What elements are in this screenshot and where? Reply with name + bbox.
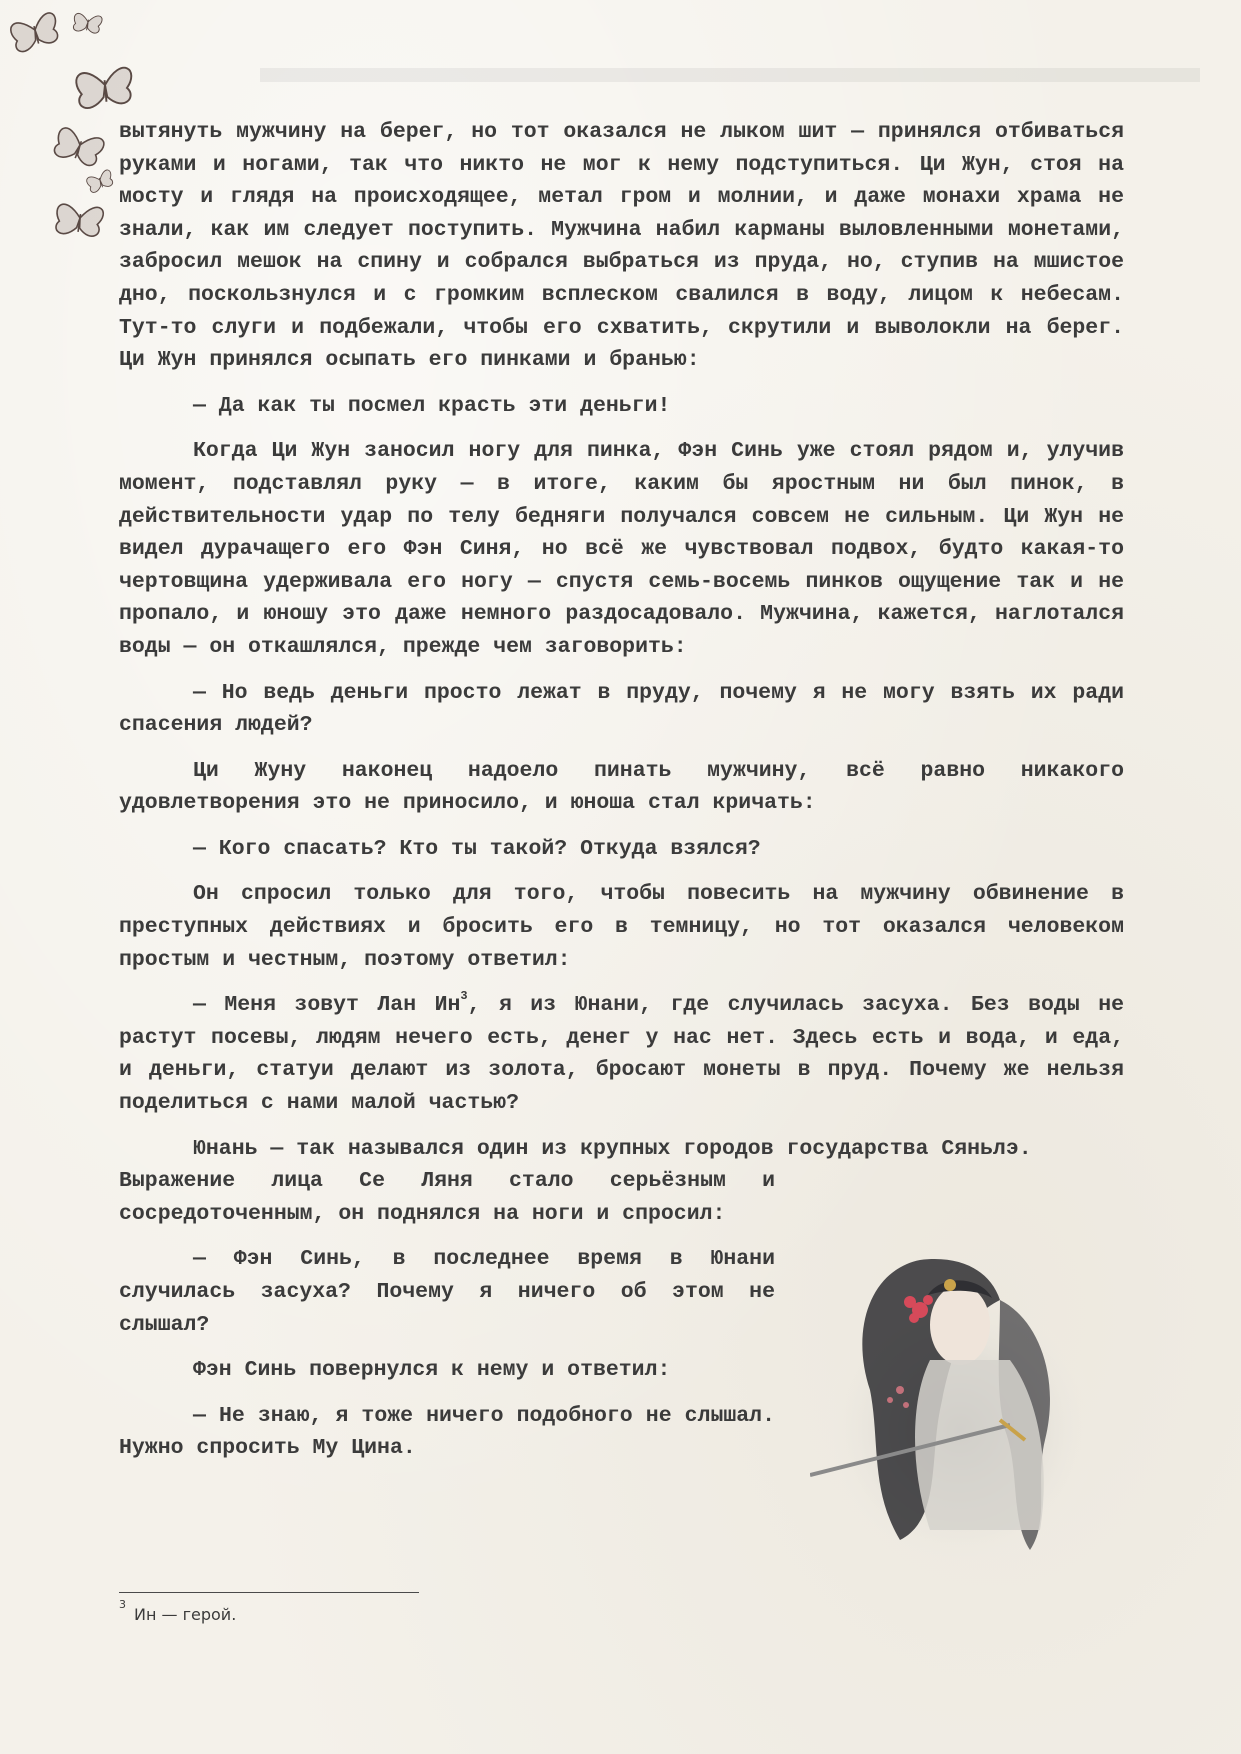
paragraph: Когда Ци Жун заносил ногу для пинка, Фэн Синь уже стоял рядом и, улучив момент, подставлял руку — в итоге, каким бы яростным ни был пинок, в действительности удар по телу бедняги получался совсем не сильным. Ци Жун не видел дурачащего его Фэн Синя, но всё же чувствовал подвох, будто какая-то чертовщина удерживала его ногу — спустя семь-восемь пинков ощущение так и не пропало, и юношу это даже немного раздосадовало. Мужчина, кажется, наглотался воды — он откашлялся, прежде чем заговорить:: [119, 439, 1124, 659]
paragraph: [119, 989, 1124, 1119]
footnote-marker: 3: [119, 1597, 126, 1611]
paragraph: — Фэн Синь, в последнее время в Юнани случилась засуха? Почему я ничего об этом не слышал?: [119, 1247, 775, 1337]
footnote-divider: [119, 1592, 419, 1593]
paragraph: Он спросил только для того, чтобы повесить на мужчину обвинение в преступных действиях и бросить его в темницу, но тот оказался человеком простым и честным, поэтому ответил:: [119, 882, 1124, 972]
paragraph: [119, 1133, 1124, 1166]
paragraph: Фэн Синь повернулся к нему и ответил:: [193, 1358, 671, 1383]
footnote-text: Ин — герой.: [134, 1605, 237, 1624]
paragraph: Выражение лица Се Ляня стало серьёзным и сосредоточенным, он поднялся на ноги и спросил:: [119, 1169, 775, 1226]
paragraph: — Кого спасать? Кто ты такой? Откуда взялся?: [193, 836, 761, 861]
paragraph-text: Юнань — так назывался один из крупных городов государства Сяньлэ.: [193, 1136, 1032, 1161]
butterfly-icon: [52, 125, 106, 170]
butterfly-icon: [85, 169, 115, 194]
butterfly-icon: [54, 202, 104, 239]
butterfly-icon: [72, 12, 102, 35]
background-texture: [260, 58, 1200, 98]
butterfly-icon: [75, 67, 133, 109]
paragraph-text: — Меня зовут Лан Ин: [193, 993, 461, 1018]
paragraph: вытянуть мужчину на берег, но тот оказался не лыком шит — принялся отбиваться руками и ногами, так что никто не мог к нему подступиться. Ци Жун, стоя на мосту и глядя на происходящее, метал гром и молнии, и даже монахи храма не знали, как им следует поступить. Мужчина набил карманы выловленными монетами, забросил мешок на спину и собрался выбраться из пруда, но, ступив на мшистое дно, поскользнулся и с громким всплеском свалился в воду, лицом к небесам. Тут-то слуги и подбежали, чтобы его схватить, скрутили и выволокли на берег. Ци Жун принялся осыпать его пинками и бранью:: [119, 120, 1124, 373]
paragraph: — Да как ты посмел красть эти деньги!: [193, 393, 671, 418]
butterfly-icon: [9, 12, 62, 54]
paragraph: — Не знаю, я тоже ничего подобного не слышал. Нужно спросить Му Цина.: [119, 1403, 775, 1461]
footnote: [119, 1597, 237, 1624]
paragraph: Ци Жуну наконец надоело пинать мужчину, всё равно никакого удовлетворения это не приносило, и юноша стал кричать:: [119, 758, 1124, 816]
illustration-image: [810, 1240, 1090, 1570]
paragraph-text: , я из Юнани, где случилась засуха. Без воды не растут посевы, людям нечего есть, денег у нас нет. Здесь есть и вода, и еда, и деньги, статуи делают из золота, бросают монеты в пруд. Почему же нельзя поделиться с нами малой частью?: [119, 993, 1124, 1116]
paragraph: — Но ведь деньги просто лежат в пруду, почему я не могу взять их ради спасения людей?: [119, 680, 1124, 738]
footnote-ref[interactable]: 3: [460, 989, 468, 1004]
